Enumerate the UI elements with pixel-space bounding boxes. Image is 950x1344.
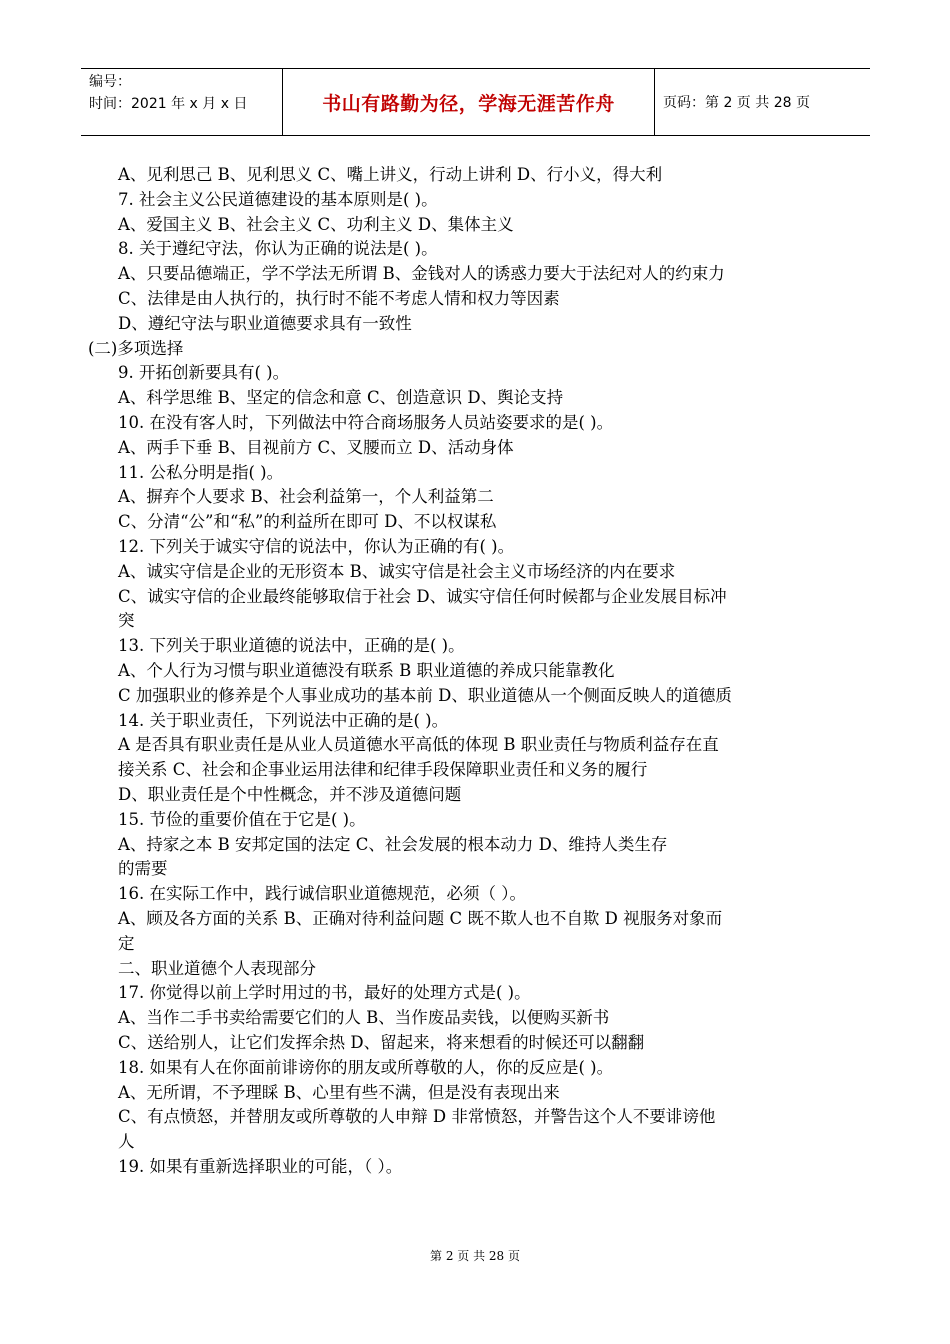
text-line: 16. 在实际工作中，践行诚信职业道德规范，必须（ ）。	[118, 884, 526, 904]
document-date-label: 时间：2021 年 x 月 x 日	[89, 96, 248, 112]
text-line: C、分清“公”和“私”的利益所在即可 D、不以权谋私	[118, 512, 497, 532]
text-line: A 是否具有职业责任是从业人员道德水平高低的体现 B 职业责任与物质利益存在直	[118, 735, 719, 755]
document-header	[81, 68, 870, 136]
text-line: A、无所谓，不予理睬 B、心里有些不满，但是没有表现出来	[118, 1082, 560, 1102]
text-line: 15. 节俭的重要价值在于它是( )。	[118, 809, 366, 829]
text-line: 14. 关于职业责任，下列说法中正确的是( )。	[118, 710, 449, 730]
text-line: C、送给别人，让它们发挥余热 D、留起来，将来想看的时候还可以翻翻	[118, 1033, 645, 1052]
text-line: C、法律是由人执行的，执行时不能不考虑人情和权力等因素	[118, 289, 560, 308]
header-info-cell	[81, 69, 283, 135]
text-line: D、职业责任是个中性概念，并不涉及道德问题	[118, 785, 462, 804]
text-line: 19. 如果有重新选择职业的可能，（ ）。	[118, 1157, 403, 1176]
text-line: 18. 如果有人在你面前诽谤你的朋友或所尊敬的人，你的反应是( )。	[118, 1057, 614, 1077]
page-footer: 第 2 页 共 28 页	[430, 1249, 520, 1263]
header-motto: 书山有路勤为径，学海无涯苦作舟	[283, 69, 655, 135]
text-line: C、有点愤怒，并替朋友或所尊敬的人申辩 D 非常愤怒，并警告这个人不要诽谤他	[118, 1107, 716, 1127]
text-line: (二)多项选择	[88, 338, 184, 358]
text-line: 12. 下列关于诚实守信的说法中，你认为正确的有( )。	[118, 537, 515, 556]
text-line: 定	[118, 933, 135, 953]
text-line: 接关系 C、社会和企事业运用法律和纪律手段保障职业责任和义务的履行	[118, 760, 648, 780]
text-line: A、见利思己 B、见利思义 C、嘴上讲义，行动上讲利 D、行小义，得大利	[118, 165, 663, 184]
text-line: A、科学思维 B、坚定的信念和意 C、创造意识 D、舆论支持	[118, 388, 564, 408]
text-line: 7. 社会主义公民道德建设的基本原则是( )。	[118, 189, 438, 209]
text-line: A、个人行为习惯与职业道德没有联系 B 职业道德的养成只能靠教化	[118, 661, 615, 680]
document-number-label: 编号：	[89, 74, 131, 90]
text-line: D、遵纪守法与职业道德要求具有一致性	[118, 313, 412, 333]
text-line: A、两手下垂 B、目视前方 C、叉腰而立 D、活动身体	[118, 437, 514, 457]
text-line: 11. 公私分明是指( )。	[118, 462, 284, 482]
text-line: A、顾及各方面的关系 B、正确对待利益问题 C 既不欺人也不自欺 D 视服务对象而	[118, 909, 723, 928]
text-line: 二、职业道德个人表现部分	[118, 958, 316, 978]
text-line: C、诚实守信的企业最终能够取信于社会 D、诚实守信任何时候都与企业发展目标冲	[118, 586, 727, 606]
text-line: 8. 关于遵纪守法，你认为正确的说法是( )。	[118, 239, 438, 259]
text-line: A、只要品德端正，学不学法无所谓 B、金钱对人的诱惑力要大于法纪对人的约束力	[118, 264, 725, 284]
text-line: A、持家之本 B 安邦定国的法定 C、社会发展的根本动力 D、维持人类生存	[118, 834, 668, 854]
text-line: 的需要	[118, 859, 168, 879]
text-line: 人	[118, 1132, 135, 1152]
text-line: A、摒弃个人要求 B、社会利益第一，个人利益第二	[118, 487, 494, 507]
text-line: A、爱国主义 B、社会主义 C、功利主义 D、集体主义	[118, 214, 514, 234]
text-line: 13. 下列关于职业道德的说法中，正确的是( )。	[118, 636, 465, 656]
text-line: 突	[118, 611, 135, 631]
text-line: C 加强职业的修养是个人事业成功的基本前 D、职业道德从一个侧面反映人的道德质	[118, 685, 732, 705]
text-line: A、诚实守信是企业的无形资本 B、诚实守信是社会主义市场经济的内在要求	[118, 561, 676, 581]
text-line: 17. 你觉得以前上学时用过的书，最好的处理方式是( )。	[118, 983, 531, 1003]
header-page-number: 页码：第 2 页 共 28 页	[663, 95, 810, 111]
text-line: 9. 开拓创新要具有( )。	[118, 363, 290, 383]
text-line: 10. 在没有客人时，下列做法中符合商场服务人员站姿要求的是( )。	[118, 413, 614, 432]
text-line: A、当作二手书卖给需要它们的人 B、当作废品卖钱，以便购买新书	[118, 1008, 610, 1028]
